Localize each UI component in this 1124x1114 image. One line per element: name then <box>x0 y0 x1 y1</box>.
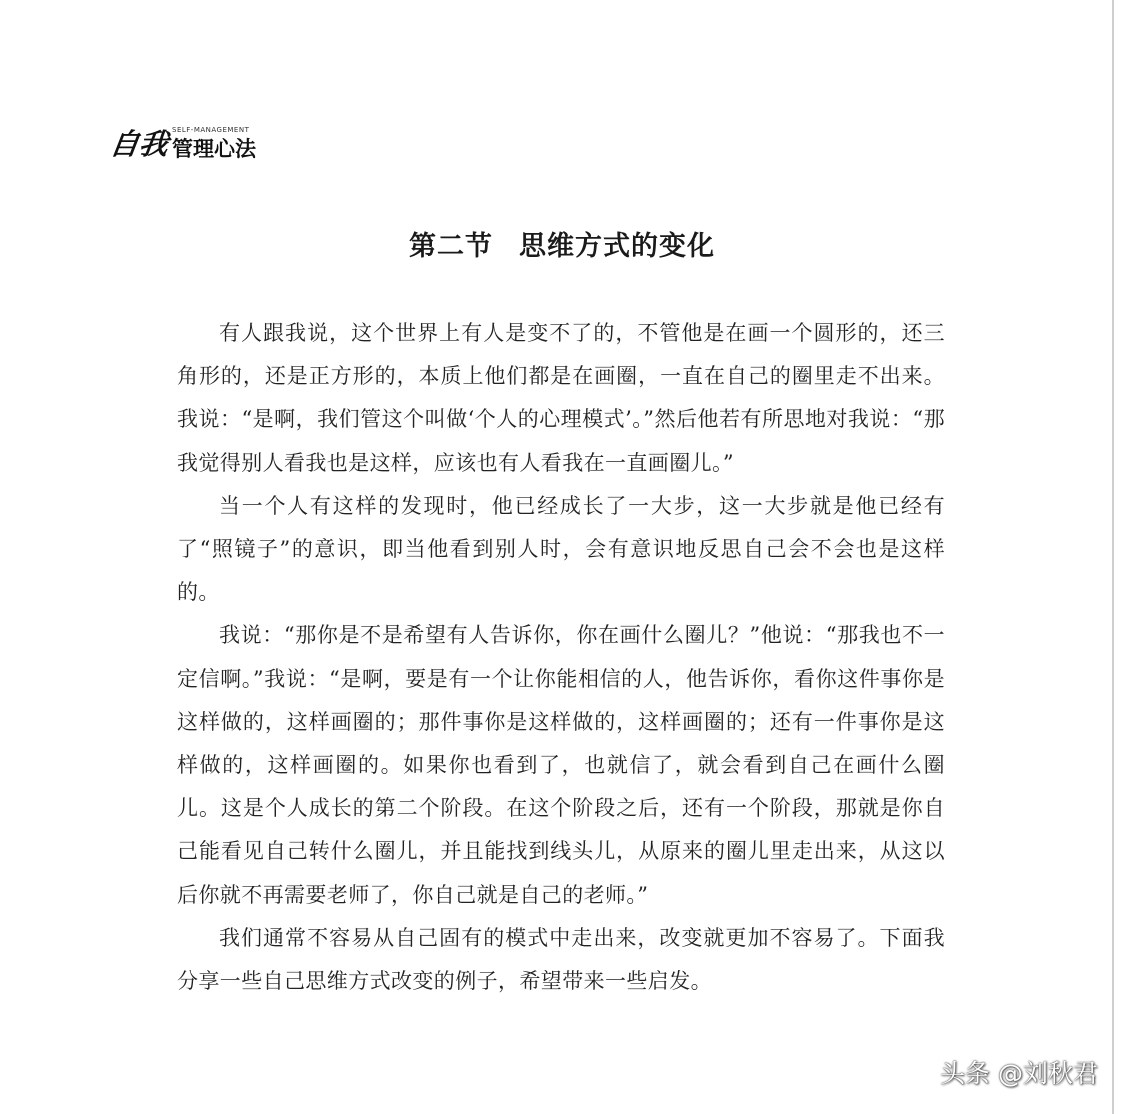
section-heading <box>0 227 1124 267</box>
body-text <box>177 312 945 1003</box>
logo-subtitle-en: SELF-MANAGEMENT <box>172 126 250 134</box>
logo-script-text: 自我 <box>107 127 171 161</box>
section-title: 思维方式的变化 <box>519 231 715 262</box>
page-edge-divider <box>1112 0 1114 1114</box>
paragraph: 当一个人有这样的发现时，他已经成长了一大步，这一大步就是他已经有了“照镜子”的意识，即当他看到别人时，会有意识地反思自己会不会也是这样的。 <box>177 493 945 605</box>
watermark: 头条 @刘秋君 <box>940 1059 1098 1088</box>
book-logo <box>107 126 270 166</box>
paragraph: 我们通常不容易从自己固有的模式中走出来，改变就更加不容易了。下面我分享一些自己思维方式改变的例子，希望带来一些启发。 <box>177 925 945 994</box>
section-number: 第二节 <box>409 231 493 262</box>
logo-title-cn: 管理心法 <box>172 137 256 161</box>
paragraph: 我说：“那你是不是希望有人告诉你，你在画什么圈儿？”他说：“那我也不一定信啊。”我说：“是啊，要是有一个让你能相信的人，他告诉你，看你这件事你是这样做的，这样画圈的；那件事你是这样做的，这样画圈的；还有一件事你是这样做的，这样画圈的。如果你也看到了，也就信了，就会看到自己在画什么圈儿。这是个人成长的第二个阶段。在这个阶段之后，还有一个阶段，那就是你自己能看见自己转什么圈儿，并且能找到线头儿，从原来的圈儿里走出来，从这以后你就不再需要老师了，你自己就是自己的老师。” <box>177 623 945 907</box>
paragraph: 有人跟我说，这个世界上有人是变不了的，不管他是在画一个圆形的，还三角形的，还是正方形的，本质上他们都是在画圈，一直在自己的圈里走不出来。我说：“是啊，我们管这个叫做‘个人的心理模式’。”然后他若有所思地对我说：“那我觉得别人看我也是这样，应该也有人看我在一直画圈儿。” <box>177 321 945 475</box>
